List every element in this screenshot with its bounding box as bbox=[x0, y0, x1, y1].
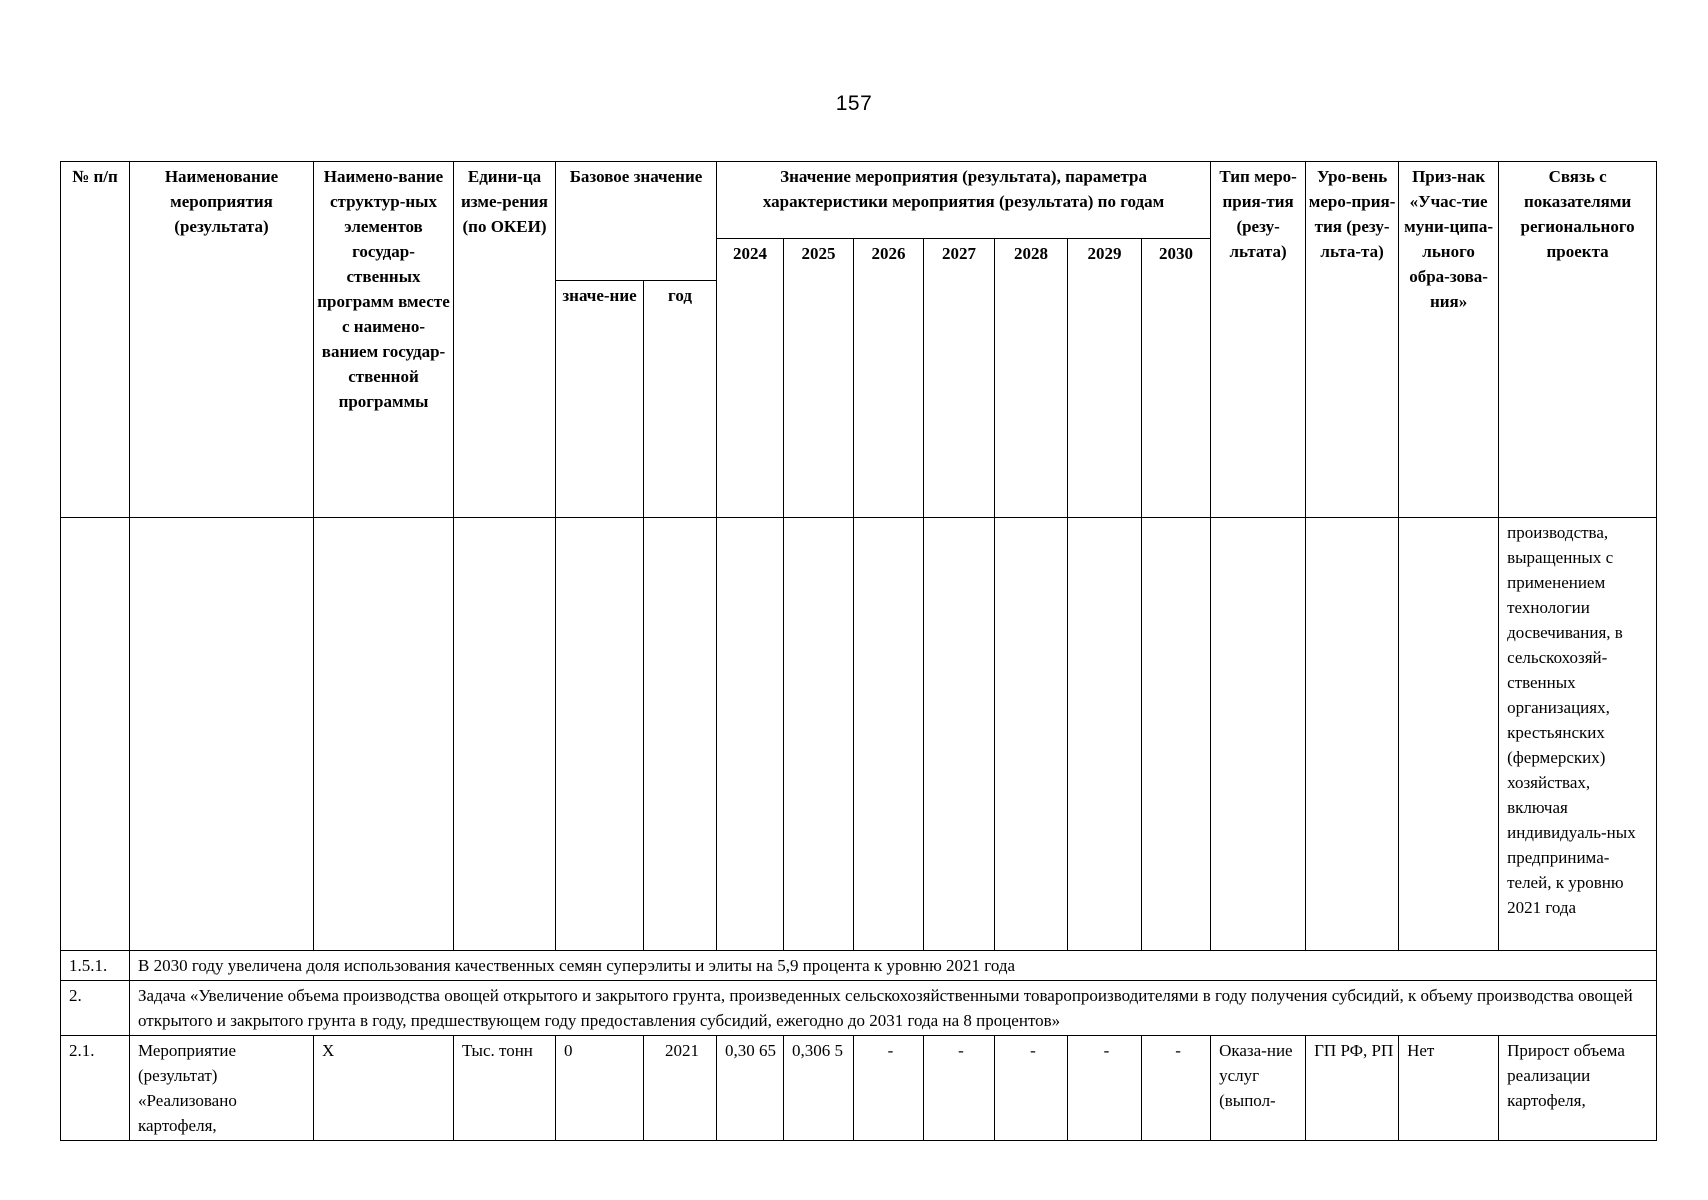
municipal-sign: Нет bbox=[1399, 1036, 1499, 1141]
cont-cell bbox=[717, 518, 784, 951]
continuation-link-text: производства, выращенных с применением технологии досвечивания, в сельскохозяй-ственных организациях, крестьянских (фермерских) хозяйствах, включая индивидуаль-ных предпринима-телей, к уровню 2021 года bbox=[1499, 518, 1657, 951]
header-values-group: Значение мероприятия (результата), параметра характеристики мероприятия (результата) по годам bbox=[717, 162, 1211, 239]
page-number: 157 bbox=[835, 92, 873, 115]
header-base: Базовое значение bbox=[556, 162, 717, 281]
header-sign: Приз-нак «Учас-тие муни-ципа-льного обра-зова-ния» bbox=[1399, 162, 1499, 518]
cont-cell bbox=[1399, 518, 1499, 951]
row-2 bbox=[61, 981, 1657, 1036]
header-unit: Едини-ца изме-рения (по ОКЕИ) bbox=[454, 162, 556, 518]
measure-name: Мероприятие (результат) «Реализовано картофеля, bbox=[130, 1036, 314, 1141]
value-2024: 0,30 65 bbox=[717, 1036, 784, 1141]
header-link: Связь с показателями регионального проекта bbox=[1499, 162, 1657, 518]
row-number: 1.5.1. bbox=[61, 951, 130, 981]
header-level: Уро-вень меро-прия-тия (резу-льта-та) bbox=[1306, 162, 1399, 518]
header-year-2028: 2028 bbox=[995, 239, 1068, 518]
header-struct: Наимено-вание структур-ных элементов государ-ственных программ вместе с наимено-ванием государ-ственной программы bbox=[314, 162, 454, 518]
header-year-2026: 2026 bbox=[854, 239, 924, 518]
cont-cell bbox=[1306, 518, 1399, 951]
cont-cell bbox=[924, 518, 995, 951]
header-year-2024: 2024 bbox=[717, 239, 784, 518]
cont-cell bbox=[1211, 518, 1306, 951]
unit: Тыс. тонн bbox=[454, 1036, 556, 1141]
header-year-2025: 2025 bbox=[784, 239, 854, 518]
row-text: В 2030 году увеличена доля использования качественных семян суперэлиты и элиты на 5,9 процента к уровню 2021 года bbox=[130, 951, 1657, 981]
cont-cell bbox=[61, 518, 130, 951]
cont-cell bbox=[854, 518, 924, 951]
measure-type: Оказа-ние услуг (выпол- bbox=[1211, 1036, 1306, 1141]
row-number: 2. bbox=[61, 981, 130, 1036]
header-base-year: год bbox=[644, 281, 717, 518]
continuation-row bbox=[61, 518, 1657, 951]
value-2029: - bbox=[1068, 1036, 1142, 1141]
cont-cell bbox=[314, 518, 454, 951]
header-year-2030: 2030 bbox=[1142, 239, 1211, 518]
header-row-1 bbox=[61, 162, 1657, 239]
cont-cell bbox=[130, 518, 314, 951]
row-2-1 bbox=[61, 1036, 1657, 1141]
header-year-2029: 2029 bbox=[1068, 239, 1142, 518]
cont-cell bbox=[1142, 518, 1211, 951]
header-name: Наименование мероприятия (результата) bbox=[130, 162, 314, 518]
cont-cell bbox=[556, 518, 644, 951]
cont-cell bbox=[784, 518, 854, 951]
base-value: 0 bbox=[556, 1036, 644, 1141]
task-text: Задача «Увеличение объема производства овощей открытого и закрытого грунта, произведенных сельскохозяйственными товаропроизводителями в году получения субсидий, к объему производства овощей открытого и закрытого грунта в году, предшествующем году предоставления субсидий, ежегодно до 2031 года на 8 процентов» bbox=[130, 981, 1657, 1036]
value-2030: - bbox=[1142, 1036, 1211, 1141]
row-number: 2.1. bbox=[61, 1036, 130, 1141]
base-year: 2021 bbox=[644, 1036, 717, 1141]
measures-table bbox=[60, 161, 1657, 1141]
value-2026: - bbox=[854, 1036, 924, 1141]
header-year-2027: 2027 bbox=[924, 239, 995, 518]
value-2027: - bbox=[924, 1036, 995, 1141]
value-2025: 0,306 5 bbox=[784, 1036, 854, 1141]
header-base-value: значе-ние bbox=[556, 281, 644, 518]
cont-cell bbox=[644, 518, 717, 951]
header-type: Тип меро-прия-тия (резу-льтата) bbox=[1211, 162, 1306, 518]
measure-level: ГП РФ, РП bbox=[1306, 1036, 1399, 1141]
header-num: № п/п bbox=[61, 162, 130, 518]
cont-cell bbox=[454, 518, 556, 951]
cont-cell bbox=[1068, 518, 1142, 951]
row-1-5-1 bbox=[61, 951, 1657, 981]
cont-cell bbox=[995, 518, 1068, 951]
project-link: Прирост объема реализации картофеля, bbox=[1499, 1036, 1657, 1141]
value-2028: - bbox=[995, 1036, 1068, 1141]
struct-element: Х bbox=[314, 1036, 454, 1141]
